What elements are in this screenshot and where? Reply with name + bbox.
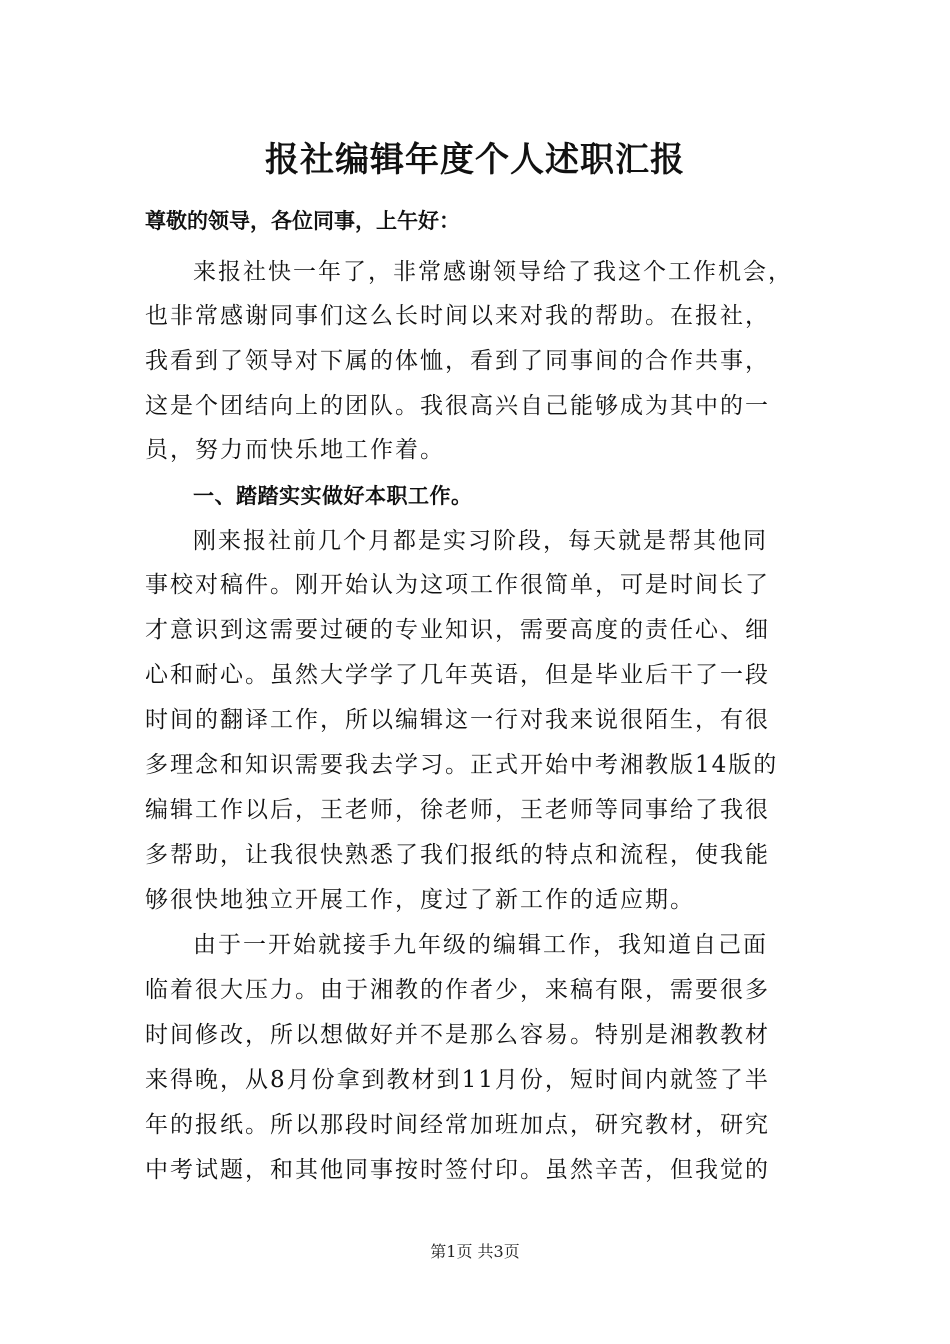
greeting-line: 尊敬的领导，各位同事，上午好： <box>145 209 460 233</box>
paragraph-line: 多理念和知识需要我去学习。正式开始中考湘教版14版的 <box>145 752 779 778</box>
paragraph-line: 中考试题，和其他同事按时签付印。虽然辛苦，但我觉的 <box>145 1157 770 1183</box>
paragraph-line: 多帮助，让我很快熟悉了我们报纸的特点和流程，使我能 <box>145 842 770 868</box>
page-footer: 第1页 共3页 <box>430 1242 520 1261</box>
paragraph-line: 临着很大压力。由于湘教的作者少，来稿有限，需要很多 <box>145 977 770 1003</box>
paragraph-line: 来报社快一年了，非常感谢领导给了我这个工作机会， <box>193 259 793 285</box>
paragraph-line: 够很快地独立开展工作，度过了新工作的适应期。 <box>145 887 695 913</box>
paragraph-line: 事校对稿件。刚开始认为这项工作很简单，可是时间长了 <box>145 572 770 598</box>
paragraph-line: 来得晚，从8月份拿到教材到11月份，短时间内就签了半 <box>145 1067 770 1093</box>
paragraph-line: 编辑工作以后，王老师，徐老师，王老师等同事给了我很 <box>145 797 770 823</box>
paragraph-line: 我看到了领导对下属的体恤，看到了同事间的合作共事， <box>145 348 770 374</box>
paragraph-line: 员，努力而快乐地工作着。 <box>145 437 445 463</box>
paragraph-line: 才意识到这需要过硬的专业知识，需要高度的责任心、细 <box>145 617 770 643</box>
paragraph-line: 也非常感谢同事们这么长时间以来对我的帮助。在报社， <box>145 303 770 329</box>
section-heading: 一、踏踏实实做好本职工作。 <box>193 484 473 508</box>
document-title: 报社编辑年度个人述职汇报 <box>265 140 685 180</box>
paragraph-line: 心和耐心。虽然大学学了几年英语，但是毕业后干了一段 <box>145 662 770 688</box>
paragraph-line: 时间修改，所以想做好并不是那么容易。特别是湘教教材 <box>145 1022 770 1048</box>
paragraph-line: 刚来报社前几个月都是实习阶段，每天就是帮其他同 <box>193 528 768 554</box>
paragraph-line: 年的报纸。所以那段时间经常加班加点，研究教材，研究 <box>145 1112 770 1138</box>
paragraph-line: 这是个团结向上的团队。我很高兴自己能够成为其中的一 <box>145 393 770 419</box>
paragraph-line: 由于一开始就接手九年级的编辑工作，我知道自己面 <box>193 932 768 958</box>
paragraph-line: 时间的翻译工作，所以编辑这一行对我来说很陌生，有很 <box>145 707 770 733</box>
